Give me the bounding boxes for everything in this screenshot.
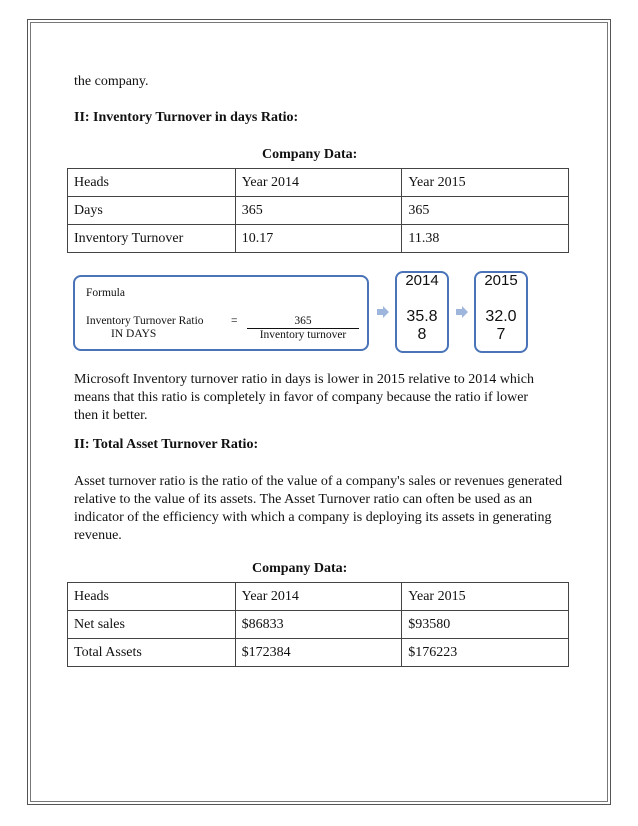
- asset-data-table: [67, 582, 569, 667]
- table-cell: Year 2014: [235, 583, 402, 611]
- section1-conclusion: Microsoft Inventory turnover ratio in days is lower in 2015 relative to 2014 which means that this ratio is completely in favor of company because the ratio if lower then it better.: [74, 372, 534, 423]
- table-cell: $172384: [235, 639, 402, 667]
- result-year-label: 2015: [484, 272, 518, 289]
- table-row: [68, 197, 569, 225]
- result-box-2015: [474, 271, 528, 353]
- section1-table-caption: Company Data:: [262, 147, 358, 162]
- table-row: [68, 169, 569, 197]
- table-row: [68, 225, 569, 253]
- table-cell: 365: [235, 197, 402, 225]
- table-cell: $86833: [235, 611, 402, 639]
- table-cell: 11.38: [402, 225, 569, 253]
- table-cell: 365: [402, 197, 569, 225]
- result-value: 35.88: [406, 308, 438, 343]
- table-cell: $176223: [402, 639, 569, 667]
- section2-heading: II: Total Asset Turnover Ratio:: [74, 437, 259, 452]
- table-cell: $93580: [402, 611, 569, 639]
- table-cell: Net sales: [68, 611, 236, 639]
- section2-table-caption: Company Data:: [252, 561, 348, 576]
- formula-title: Formula: [86, 287, 125, 299]
- formula-equals: =: [231, 315, 238, 327]
- table-cell: Total Assets: [68, 639, 236, 667]
- result-box-2014: [395, 271, 449, 353]
- table-cell: Year 2015: [402, 583, 569, 611]
- formula-denominator: Inventory turnover: [259, 329, 347, 341]
- section2-description: Asset turnover ratio is the ratio of the value of a company's sales or revenues generated relative to the value of its assets. The Asset Turnover ratio can often be used as an indicator of the efficiency with which a company is deploying its assets in generating revenue.: [74, 474, 563, 543]
- table-cell: Year 2014: [235, 169, 402, 197]
- table-cell: 10.17: [235, 225, 402, 253]
- section1-heading: II: Inventory Turnover in days Ratio:: [74, 110, 299, 125]
- table-cell: Days: [68, 197, 236, 225]
- table-cell: Heads: [68, 169, 236, 197]
- arrow-right-icon: [456, 306, 468, 318]
- table-row: [68, 583, 569, 611]
- formula-left-line1: Inventory Turnover Ratio: [86, 315, 204, 327]
- table-cell: Year 2015: [402, 169, 569, 197]
- arrow-right-icon: [377, 306, 389, 318]
- inventory-data-table: [67, 168, 569, 253]
- table-cell: Inventory Turnover: [68, 225, 236, 253]
- table-cell: Heads: [68, 583, 236, 611]
- result-value: 32.07: [485, 308, 517, 343]
- result-year-label: 2014: [405, 272, 439, 289]
- table-row: [68, 639, 569, 667]
- table-row: [68, 611, 569, 639]
- intro-fragment: the company.: [74, 74, 149, 89]
- formula-numerator: 365: [247, 315, 359, 329]
- formula-left-line2: IN DAYS: [111, 328, 157, 340]
- formula-box: [73, 275, 369, 351]
